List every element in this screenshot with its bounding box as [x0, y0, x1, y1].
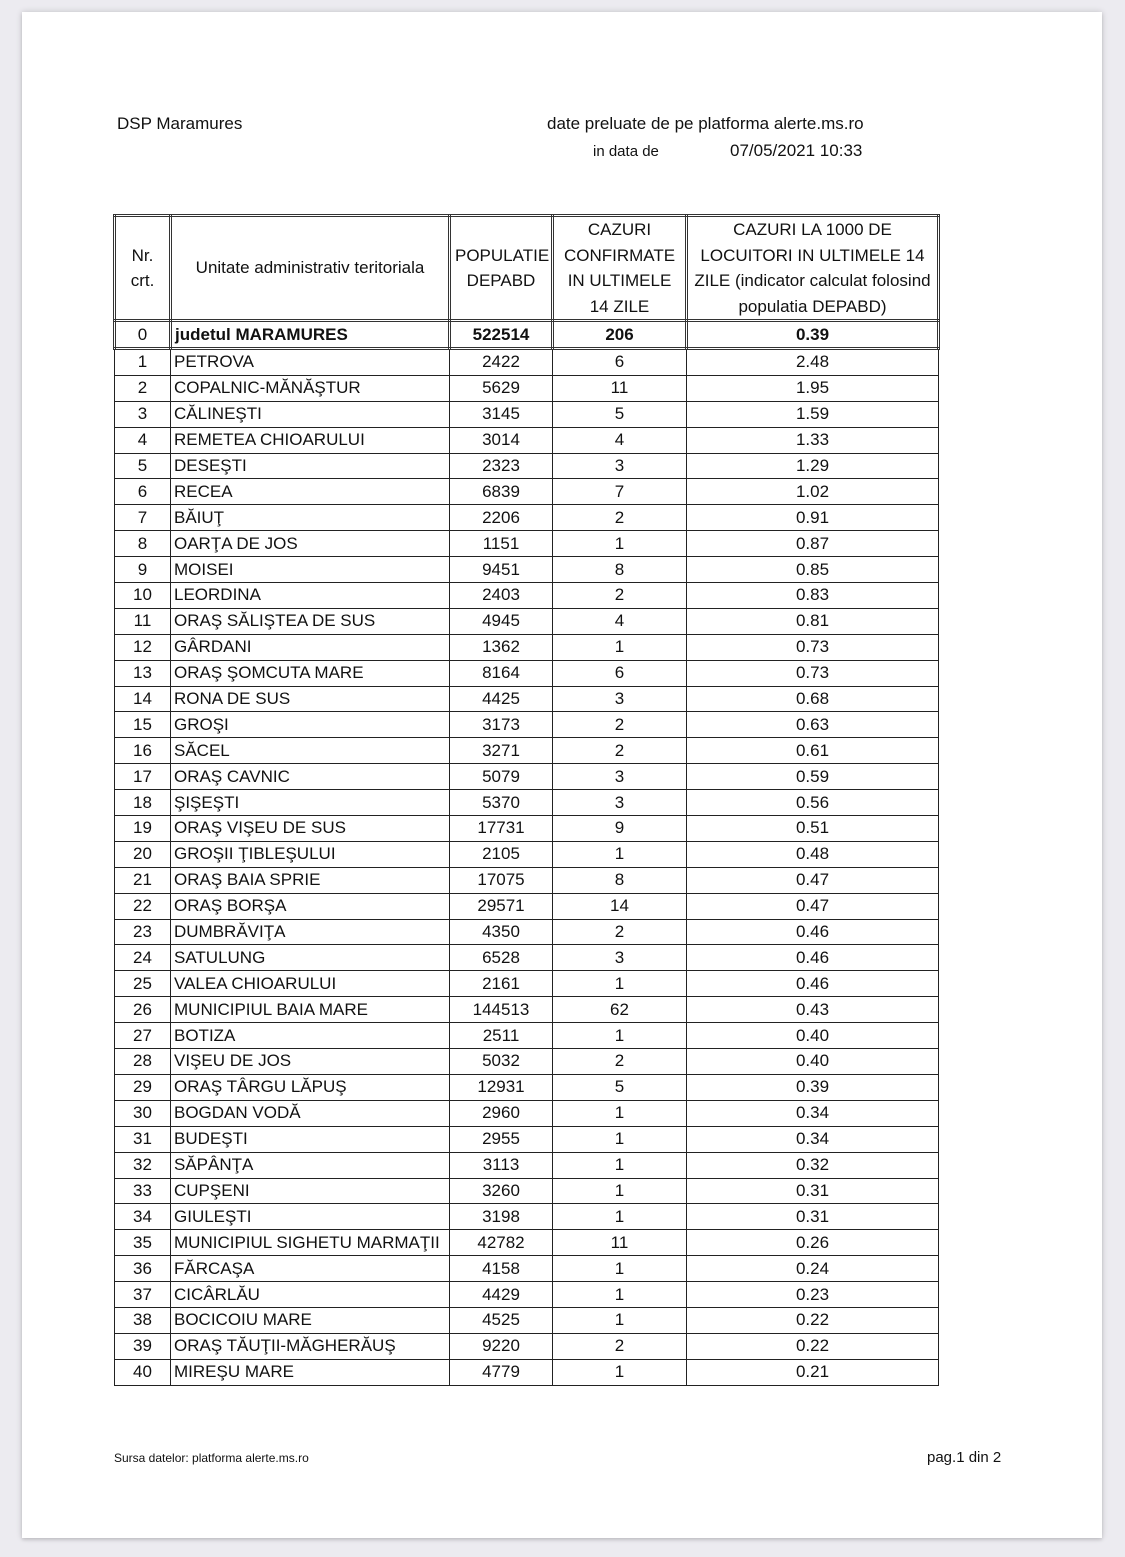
- row-name: ORAŞ TÂRGU LĂPUŞ: [171, 1074, 450, 1100]
- row-cases: 3: [553, 453, 687, 479]
- row-rate: 0.81: [687, 608, 939, 634]
- row-name: ŞIŞEŞTI: [171, 790, 450, 816]
- row-nr: 27: [115, 1023, 171, 1049]
- row-population: 4158: [450, 1256, 553, 1282]
- row-nr: 25: [115, 971, 171, 997]
- row-population: 4945: [450, 608, 553, 634]
- row-nr: 21: [115, 867, 171, 893]
- row-name: BOTIZA: [171, 1023, 450, 1049]
- row-rate: 0.34: [687, 1100, 939, 1126]
- table-row: [115, 1256, 939, 1282]
- row-rate: 0.85: [687, 557, 939, 583]
- row-population: 2955: [450, 1126, 553, 1152]
- row-rate: 0.56: [687, 790, 939, 816]
- row-population: 42782: [450, 1230, 553, 1256]
- row-rate: 0.26: [687, 1230, 939, 1256]
- row-population: 4525: [450, 1307, 553, 1333]
- row-name: DESEŞTI: [171, 453, 450, 479]
- row-cases: 6: [553, 349, 687, 376]
- table-row: [115, 1333, 939, 1359]
- table-row: [115, 1307, 939, 1333]
- row-cases: 5: [553, 1074, 687, 1100]
- document-page: [22, 12, 1102, 1538]
- row-name: BĂIUŢ: [171, 505, 450, 531]
- row-name: ORAŞ BORŞA: [171, 893, 450, 919]
- row-cases: 62: [553, 997, 687, 1023]
- column-header-rate: CAZURI LA 1000 DE LOCUITORI IN ULTIMELE 14 ZILE (indicator calculat folosind populatia DEPABD): [687, 216, 939, 321]
- row-population: 9451: [450, 557, 553, 583]
- row-name: MUNICIPIUL BAIA MARE: [171, 997, 450, 1023]
- table-row: [115, 375, 939, 401]
- row-name: RONA DE SUS: [171, 686, 450, 712]
- row-population: 6528: [450, 945, 553, 971]
- row-name: OARŢA DE JOS: [171, 531, 450, 557]
- row-population: 3271: [450, 738, 553, 764]
- footer-source: Sursa datelor: platforma alerte.ms.ro: [114, 1451, 309, 1465]
- row-name: BOGDAN VODĂ: [171, 1100, 450, 1126]
- row-cases: 6: [553, 660, 687, 686]
- row-name: CUPŞENI: [171, 1178, 450, 1204]
- row-cases: 1: [553, 1256, 687, 1282]
- table-row: [115, 971, 939, 997]
- table-row: [115, 1074, 939, 1100]
- table-row: [115, 738, 939, 764]
- row-nr: 20: [115, 841, 171, 867]
- table-row: [115, 401, 939, 427]
- row-nr: 19: [115, 816, 171, 842]
- table-row: [115, 427, 939, 453]
- row-cases: 1: [553, 841, 687, 867]
- row-cases: 3: [553, 764, 687, 790]
- row-cases: 1: [553, 531, 687, 557]
- organization-name: DSP Maramures: [117, 114, 243, 133]
- row-population: 2161: [450, 971, 553, 997]
- date-label: in data de: [593, 143, 659, 160]
- table-row: [115, 764, 939, 790]
- row-name: ORAŞ BAIA SPRIE: [171, 867, 450, 893]
- row-cases: 7: [553, 479, 687, 505]
- total-rate: 0.39: [687, 321, 939, 349]
- row-rate: 0.47: [687, 893, 939, 919]
- row-name: MIREŞU MARE: [171, 1359, 450, 1385]
- row-population: 9220: [450, 1333, 553, 1359]
- row-population: 144513: [450, 997, 553, 1023]
- row-nr: 6: [115, 479, 171, 505]
- table-row: [115, 583, 939, 609]
- row-population: 5629: [450, 375, 553, 401]
- row-cases: 11: [553, 375, 687, 401]
- source-note: date preluate de pe platforma alerte.ms.ro: [547, 114, 864, 133]
- row-name: COPALNIC-MĂNĂŞTUR: [171, 375, 450, 401]
- row-rate: 0.34: [687, 1126, 939, 1152]
- row-name: LEORDINA: [171, 583, 450, 609]
- row-rate: 0.32: [687, 1152, 939, 1178]
- row-population: 4779: [450, 1359, 553, 1385]
- column-header-population: POPULATIE DEPABD: [450, 216, 553, 321]
- table-row: [115, 531, 939, 557]
- row-nr: 30: [115, 1100, 171, 1126]
- row-nr: 22: [115, 893, 171, 919]
- table-row: [115, 1049, 939, 1075]
- row-cases: 2: [553, 583, 687, 609]
- row-name: BUDEŞTI: [171, 1126, 450, 1152]
- row-rate: 0.23: [687, 1282, 939, 1308]
- table-row: [115, 893, 939, 919]
- row-rate: 0.43: [687, 997, 939, 1023]
- total-population: 522514: [450, 321, 553, 349]
- row-name: RECEA: [171, 479, 450, 505]
- row-population: 2511: [450, 1023, 553, 1049]
- row-name: GIULEŞTI: [171, 1204, 450, 1230]
- table-row: [115, 1023, 939, 1049]
- table-header-row: [115, 216, 939, 321]
- row-name: VALEA CHIOARULUI: [171, 971, 450, 997]
- row-nr: 26: [115, 997, 171, 1023]
- row-population: 17075: [450, 867, 553, 893]
- row-rate: 0.48: [687, 841, 939, 867]
- row-cases: 1: [553, 1023, 687, 1049]
- row-cases: 1: [553, 971, 687, 997]
- row-name: CĂLINEŞTI: [171, 401, 450, 427]
- row-name: DUMBRĂVIŢA: [171, 919, 450, 945]
- row-nr: 18: [115, 790, 171, 816]
- row-population: 2323: [450, 453, 553, 479]
- row-nr: 4: [115, 427, 171, 453]
- row-rate: 0.46: [687, 919, 939, 945]
- row-cases: 2: [553, 919, 687, 945]
- table-row: [115, 997, 939, 1023]
- row-cases: 5: [553, 401, 687, 427]
- row-cases: 3: [553, 790, 687, 816]
- row-rate: 0.46: [687, 971, 939, 997]
- row-name: GROŞI: [171, 712, 450, 738]
- row-nr: 7: [115, 505, 171, 531]
- table-row: [115, 1178, 939, 1204]
- table-row: [115, 557, 939, 583]
- row-rate: 2.48: [687, 349, 939, 376]
- total-name: judetul MARAMURES: [171, 321, 450, 349]
- row-name: ORAŞ VIŞEU DE SUS: [171, 816, 450, 842]
- row-population: 4429: [450, 1282, 553, 1308]
- row-nr: 1: [115, 349, 171, 376]
- table-row: [115, 1204, 939, 1230]
- row-name: SATULUNG: [171, 945, 450, 971]
- column-header-nr: Nr. crt.: [115, 216, 171, 321]
- row-nr: 14: [115, 686, 171, 712]
- row-cases: 1: [553, 1178, 687, 1204]
- table-row: [115, 1282, 939, 1308]
- table-row: [115, 453, 939, 479]
- row-nr: 33: [115, 1178, 171, 1204]
- row-name: MUNICIPIUL SIGHETU MARMAŢII: [171, 1230, 450, 1256]
- row-cases: 2: [553, 1333, 687, 1359]
- table-row: [115, 1359, 939, 1385]
- row-nr: 12: [115, 634, 171, 660]
- row-nr: 2: [115, 375, 171, 401]
- row-rate: 0.31: [687, 1178, 939, 1204]
- column-header-unit: Unitate administrativ teritoriala: [171, 216, 450, 321]
- row-rate: 0.39: [687, 1074, 939, 1100]
- row-name: ORAŞ ŞOMCUTA MARE: [171, 660, 450, 686]
- row-rate: 0.40: [687, 1049, 939, 1075]
- row-name: REMETEA CHIOARULUI: [171, 427, 450, 453]
- row-population: 4350: [450, 919, 553, 945]
- table-row: [115, 608, 939, 634]
- row-nr: 5: [115, 453, 171, 479]
- row-cases: 4: [553, 427, 687, 453]
- row-name: VIŞEU DE JOS: [171, 1049, 450, 1075]
- row-population: 2403: [450, 583, 553, 609]
- row-rate: 0.24: [687, 1256, 939, 1282]
- column-header-cases: CAZURI CONFIRMATE IN ULTIMELE 14 ZILE: [553, 216, 687, 321]
- row-population: 4425: [450, 686, 553, 712]
- row-cases: 3: [553, 686, 687, 712]
- row-nr: 31: [115, 1126, 171, 1152]
- row-cases: 3: [553, 945, 687, 971]
- row-cases: 2: [553, 712, 687, 738]
- row-name: SĂPÂNŢA: [171, 1152, 450, 1178]
- row-cases: 1: [553, 1359, 687, 1385]
- row-cases: 8: [553, 557, 687, 583]
- row-nr: 38: [115, 1307, 171, 1333]
- table-row: [115, 660, 939, 686]
- table-row: [115, 505, 939, 531]
- cases-table: [113, 214, 940, 1386]
- row-cases: 11: [553, 1230, 687, 1256]
- row-rate: 0.73: [687, 660, 939, 686]
- table-row: [115, 919, 939, 945]
- table-row: [115, 634, 939, 660]
- table-row: [115, 867, 939, 893]
- row-nr: 32: [115, 1152, 171, 1178]
- row-nr: 34: [115, 1204, 171, 1230]
- row-rate: 0.63: [687, 712, 939, 738]
- row-name: GROŞII ŢIBLEŞULUI: [171, 841, 450, 867]
- row-population: 3113: [450, 1152, 553, 1178]
- row-population: 1362: [450, 634, 553, 660]
- row-nr: 16: [115, 738, 171, 764]
- row-population: 8164: [450, 660, 553, 686]
- row-population: 5079: [450, 764, 553, 790]
- row-rate: 0.59: [687, 764, 939, 790]
- row-cases: 1: [553, 634, 687, 660]
- row-rate: 0.87: [687, 531, 939, 557]
- footer-page-number: pag.1 din 2: [927, 1449, 1002, 1466]
- table-row: [115, 1230, 939, 1256]
- row-nr: 8: [115, 531, 171, 557]
- row-rate: 0.73: [687, 634, 939, 660]
- row-rate: 0.22: [687, 1307, 939, 1333]
- row-name: SĂCEL: [171, 738, 450, 764]
- row-population: 29571: [450, 893, 553, 919]
- row-rate: 0.22: [687, 1333, 939, 1359]
- row-rate: 1.33: [687, 427, 939, 453]
- row-population: 3173: [450, 712, 553, 738]
- row-population: 3145: [450, 401, 553, 427]
- row-cases: 1: [553, 1152, 687, 1178]
- row-rate: 0.47: [687, 867, 939, 893]
- row-population: 17731: [450, 816, 553, 842]
- table-row: [115, 712, 939, 738]
- row-rate: 0.46: [687, 945, 939, 971]
- row-cases: 2: [553, 738, 687, 764]
- row-rate: 0.40: [687, 1023, 939, 1049]
- row-nr: 17: [115, 764, 171, 790]
- row-population: 2105: [450, 841, 553, 867]
- row-population: 3014: [450, 427, 553, 453]
- row-nr: 15: [115, 712, 171, 738]
- row-population: 5370: [450, 790, 553, 816]
- total-nr: 0: [115, 321, 171, 349]
- row-nr: 36: [115, 1256, 171, 1282]
- row-name: MOISEI: [171, 557, 450, 583]
- row-population: 1151: [450, 531, 553, 557]
- row-nr: 24: [115, 945, 171, 971]
- table-row: [115, 479, 939, 505]
- row-nr: 29: [115, 1074, 171, 1100]
- row-name: ORAŞ CAVNIC: [171, 764, 450, 790]
- total-row: [115, 321, 939, 349]
- total-cases: 206: [553, 321, 687, 349]
- row-population: 2206: [450, 505, 553, 531]
- row-cases: 9: [553, 816, 687, 842]
- row-cases: 2: [553, 1049, 687, 1075]
- row-nr: 10: [115, 583, 171, 609]
- row-rate: 0.83: [687, 583, 939, 609]
- row-rate: 1.95: [687, 375, 939, 401]
- row-cases: 2: [553, 505, 687, 531]
- table-row: [115, 349, 939, 376]
- row-cases: 1: [553, 1282, 687, 1308]
- row-nr: 40: [115, 1359, 171, 1385]
- row-cases: 4: [553, 608, 687, 634]
- date-value: 07/05/2021 10:33: [730, 141, 863, 160]
- row-population: 2960: [450, 1100, 553, 1126]
- row-nr: 3: [115, 401, 171, 427]
- row-nr: 11: [115, 608, 171, 634]
- row-nr: 23: [115, 919, 171, 945]
- row-name: GÂRDANI: [171, 634, 450, 660]
- table-row: [115, 1152, 939, 1178]
- row-population: 2422: [450, 349, 553, 376]
- row-cases: 1: [553, 1204, 687, 1230]
- row-cases: 1: [553, 1100, 687, 1126]
- row-cases: 8: [553, 867, 687, 893]
- row-nr: 28: [115, 1049, 171, 1075]
- row-name: FĂRCAŞA: [171, 1256, 450, 1282]
- row-population: 6839: [450, 479, 553, 505]
- row-rate: 0.21: [687, 1359, 939, 1385]
- row-nr: 37: [115, 1282, 171, 1308]
- row-nr: 13: [115, 660, 171, 686]
- row-cases: 14: [553, 893, 687, 919]
- row-population: 3260: [450, 1178, 553, 1204]
- table-row: [115, 945, 939, 971]
- row-nr: 35: [115, 1230, 171, 1256]
- row-rate: 0.51: [687, 816, 939, 842]
- row-rate: 0.91: [687, 505, 939, 531]
- row-population: 12931: [450, 1074, 553, 1100]
- row-name: PETROVA: [171, 349, 450, 376]
- table-row: [115, 1100, 939, 1126]
- row-rate: 1.02: [687, 479, 939, 505]
- table-row: [115, 686, 939, 712]
- row-rate: 0.61: [687, 738, 939, 764]
- row-name: CICÂRLĂU: [171, 1282, 450, 1308]
- row-name: BOCICOIU MARE: [171, 1307, 450, 1333]
- row-cases: 1: [553, 1307, 687, 1333]
- row-name: ORAŞ TĂUŢII-MĂGHERĂUŞ: [171, 1333, 450, 1359]
- row-rate: 0.31: [687, 1204, 939, 1230]
- row-nr: 9: [115, 557, 171, 583]
- table-row: [115, 1126, 939, 1152]
- row-population: 5032: [450, 1049, 553, 1075]
- row-name: ORAŞ SĂLIŞTEA DE SUS: [171, 608, 450, 634]
- table-row: [115, 816, 939, 842]
- row-nr: 39: [115, 1333, 171, 1359]
- row-cases: 1: [553, 1126, 687, 1152]
- table-row: [115, 790, 939, 816]
- table-row: [115, 841, 939, 867]
- row-rate: 0.68: [687, 686, 939, 712]
- row-rate: 1.59: [687, 401, 939, 427]
- row-population: 3198: [450, 1204, 553, 1230]
- row-rate: 1.29: [687, 453, 939, 479]
